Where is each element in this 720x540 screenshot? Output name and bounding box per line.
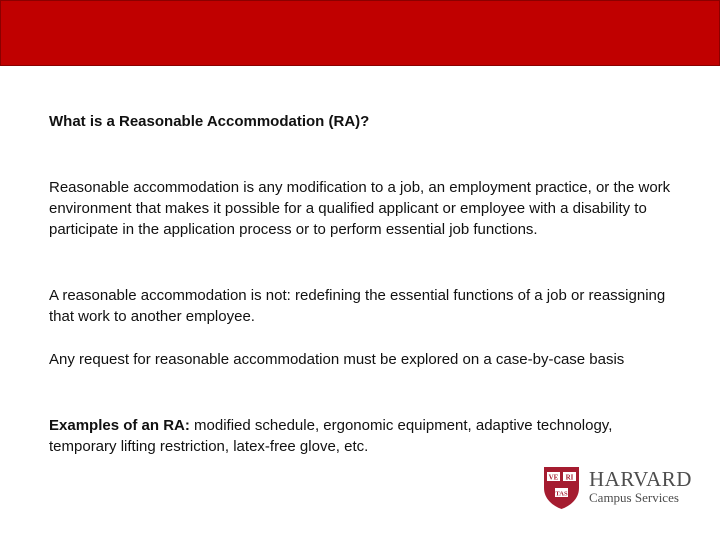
harvard-logo xyxy=(543,466,693,510)
shield-text-3: TAS xyxy=(555,490,568,498)
definition-paragraph: Reasonable accommodation is any modification to a job, an employment practice, or the work environment that makes it possible for a qualified applicant or employee with a disability to participate in the application process or to perform essential job functions. xyxy=(49,179,671,238)
not-paragraph: A reasonable accommodation is not: redefining the essential functions of a job or reassigning that work to another employee. xyxy=(49,287,666,325)
shield-icon xyxy=(543,466,580,510)
case-by-case-paragraph: Any request for reasonable accommodation must be explored on a case-by-case basis xyxy=(49,351,625,368)
slide-content xyxy=(49,111,679,455)
header-bar xyxy=(0,0,720,66)
shield-text-1: VE xyxy=(548,473,559,482)
shield-text-2: RI xyxy=(565,473,574,482)
examples-paragraph xyxy=(49,415,679,457)
examples-text: modified schedule, ergonomic equipment, adaptive technology, temporary lifting restriction, latex-free glove, etc. xyxy=(49,417,613,455)
logo-subtitle: Campus Services xyxy=(589,490,679,505)
slide-heading: What is a Reasonable Accommodation (RA)? xyxy=(49,113,370,130)
examples-lead: Examples of an RA: xyxy=(49,417,190,434)
logo-wordmark: HARVARD xyxy=(589,467,692,491)
